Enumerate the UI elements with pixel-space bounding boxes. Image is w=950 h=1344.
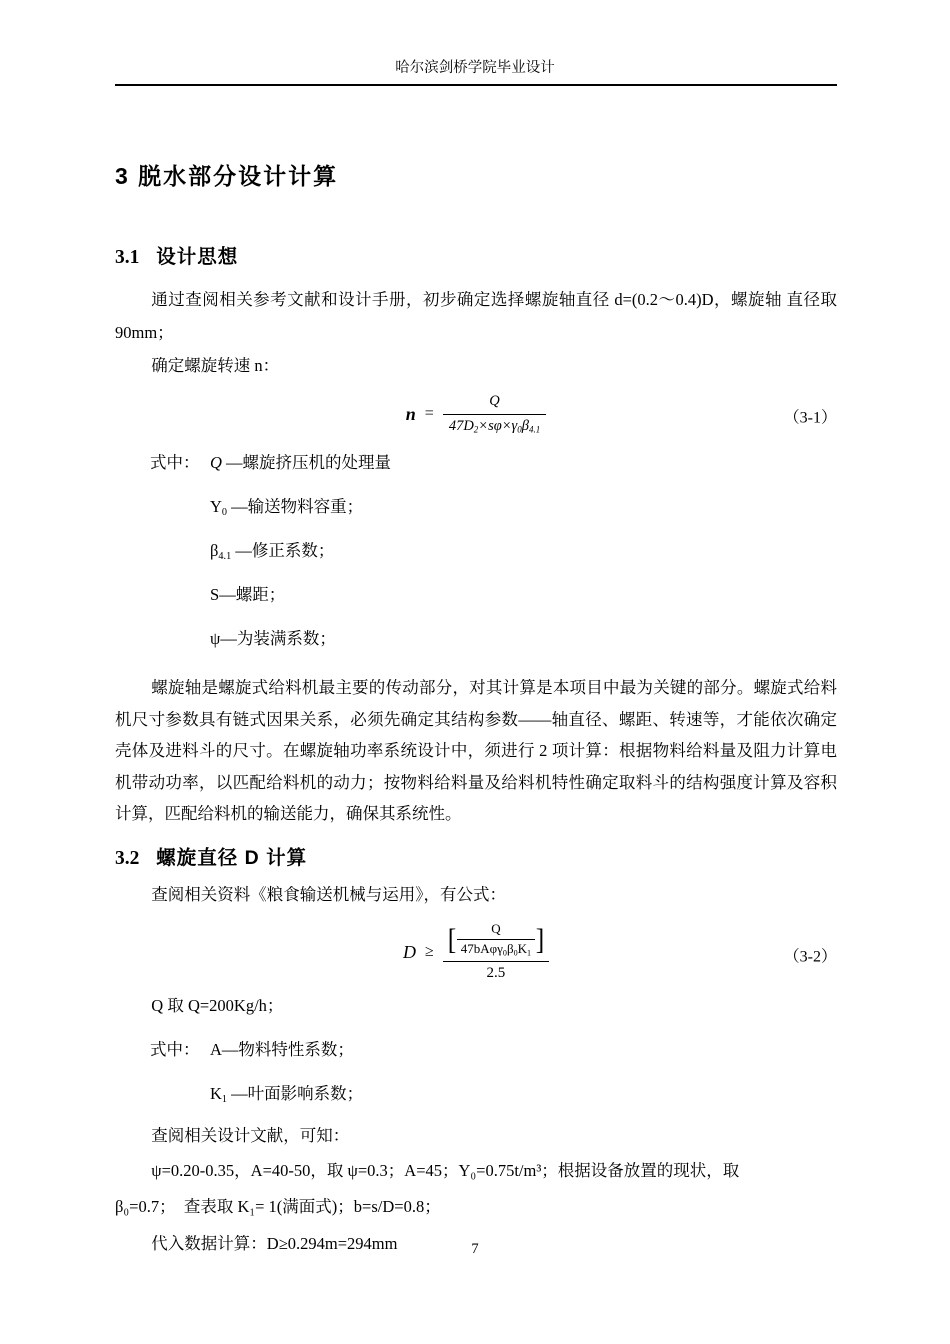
symbol-subscript: 1 xyxy=(221,1094,228,1106)
left-bracket: [ xyxy=(447,922,457,956)
symbol-description: —物料特性系数； xyxy=(221,1040,354,1060)
eq2-inner-fraction xyxy=(457,921,535,959)
symbol: K xyxy=(210,1084,222,1104)
symbol: β xyxy=(210,541,219,561)
eq1-den-seg: β xyxy=(521,417,529,434)
eq2-lhs-variable: D xyxy=(402,941,416,962)
equation-3-1 xyxy=(115,392,837,436)
symbol-subscript: 4.1 xyxy=(218,551,232,563)
eq2-den-subscript: 0 xyxy=(513,948,518,958)
symbol-description: —为装满系数； xyxy=(220,629,336,649)
eq2-outer-fraction xyxy=(443,921,549,983)
definition-row xyxy=(210,576,837,620)
eq2-inner-numerator: Q xyxy=(491,920,501,936)
paragraph-design-idea: 通过查阅相关参考文献和设计手册，初步确定选择螺旋轴直径 d=(0.2～0.4)D，螺旋轴 直径取 90mm； xyxy=(115,290,837,342)
eq1-equation-number: （3-1） xyxy=(783,409,837,427)
equation-3-2 xyxy=(115,921,837,983)
eq2-den-seg: 47bAφγ xyxy=(460,940,503,956)
symbol-definitions-2 xyxy=(115,1031,837,1119)
section-3-1-number: 3.1 xyxy=(115,247,140,268)
right-bracket: ] xyxy=(535,922,545,956)
section-3-2-number: 3.2 xyxy=(115,847,140,869)
page-content xyxy=(0,158,950,1261)
eq2-outer-numerator xyxy=(443,921,549,961)
symbol: S xyxy=(210,585,220,605)
eq1-equals-sign: = xyxy=(424,405,434,423)
definitions-label: 式中： xyxy=(150,1040,200,1060)
section-3-1-heading xyxy=(115,241,837,269)
symbol-description: —螺旋挤压机的处理量 xyxy=(221,453,392,473)
eq1-den-subscript: 4.1 xyxy=(528,424,541,435)
symbol-description: —叶面影响系数； xyxy=(227,1084,364,1104)
symbol-subscript: 0 xyxy=(221,507,228,519)
section-3-1-title: 设计思想 xyxy=(156,246,239,268)
definition-row xyxy=(210,532,837,576)
eq1-den-subscript: 2 xyxy=(473,424,479,435)
definition-row xyxy=(210,488,837,532)
symbol-description: —修正系数； xyxy=(231,541,335,561)
symbol: Y xyxy=(210,497,222,517)
line-reference-note: 查阅相关设计文献，可知： xyxy=(151,1126,350,1146)
definition-row xyxy=(150,444,837,488)
eq2-equation-number: （3-2） xyxy=(783,948,837,966)
chapter-title: 3 脱水部分设计计算 xyxy=(115,163,339,189)
page-number: 7 xyxy=(471,1241,479,1257)
eq1-numerator: Q xyxy=(489,393,500,409)
paragraph-speed-intro: 确定螺旋转速 n： xyxy=(151,356,280,375)
eq2-den-subscript: 0 xyxy=(502,948,507,958)
symbol: ψ xyxy=(210,629,221,649)
eq2-den-subscript: 1 xyxy=(526,948,532,958)
eq2-geq-sign: ≥ xyxy=(424,943,434,961)
eq1-denominator xyxy=(443,414,546,437)
line-parameter-values-1: ψ=0.20-0.35，A=40-50，取 ψ=0.3；A=45；Y₀=0.75t/m³；根据设备放置的现状，取 xyxy=(151,1161,740,1181)
symbol-description: —螺距； xyxy=(219,585,286,605)
eq2-outer-denominator: 2.5 xyxy=(443,961,549,984)
running-header-text: 哈尔滨剑桥学院毕业设计 xyxy=(395,60,555,76)
line-parameter-values-2: β₀=0.7； 查表取 K₁= 1(满面式)；b=s/D=0.8； xyxy=(115,1197,441,1217)
definition-row xyxy=(210,620,837,664)
running-header xyxy=(0,0,950,78)
header-rule xyxy=(115,84,837,86)
paragraph-screw-analysis: 螺旋轴是螺旋式给料机最主要的传动部分，对其计算是本项目中最为关键的部分。螺旋式给料机尺寸参数具有链式因果关系，必须先确定其结构参数——轴直径、螺距、转速等，才能依次确定壳体及进料斗的尺寸。在螺旋轴功率系统设计中，须进行 2 项计算：根据物料给料量及阻力计算电机带动功率，以匹配给料机的动力；按物料给料量及给料机特性确定取料斗的结构强度计算及容积计算，匹配给料机的输送能力，确保其系统性。 xyxy=(115,678,837,824)
eq2-den-seg: K xyxy=(517,940,527,956)
line-calculation-result: 代入数据计算：D≥0.294m=294mm xyxy=(151,1234,398,1254)
eq1-den-seg: ×sφ×γ xyxy=(478,417,518,434)
symbol: A xyxy=(210,1040,222,1060)
symbol-description: —输送物料容重； xyxy=(227,497,364,517)
eq1-den-seg: 47D xyxy=(448,417,474,434)
paragraph-formula-source: 查阅相关资料《粮食输送机械与运用》，有公式： xyxy=(151,884,507,904)
symbol: Q xyxy=(210,453,222,473)
line-q-value: Q 取 Q=200Kg/h； xyxy=(151,996,284,1016)
definitions-label: 式中： xyxy=(150,453,200,473)
symbol-definitions-1 xyxy=(115,444,837,664)
definition-row xyxy=(150,1031,837,1075)
eq1-lhs-variable: n xyxy=(405,403,416,424)
section-3-2-heading xyxy=(115,842,837,870)
definition-row xyxy=(210,1075,837,1119)
eq2-den-seg: β xyxy=(506,940,514,956)
eq1-den-subscript: 0 xyxy=(517,424,522,435)
section-3-2-title: 螺旋直径 D 计算 xyxy=(156,846,308,869)
eq2-inner-denominator xyxy=(457,939,535,959)
eq1-fraction xyxy=(443,392,546,436)
